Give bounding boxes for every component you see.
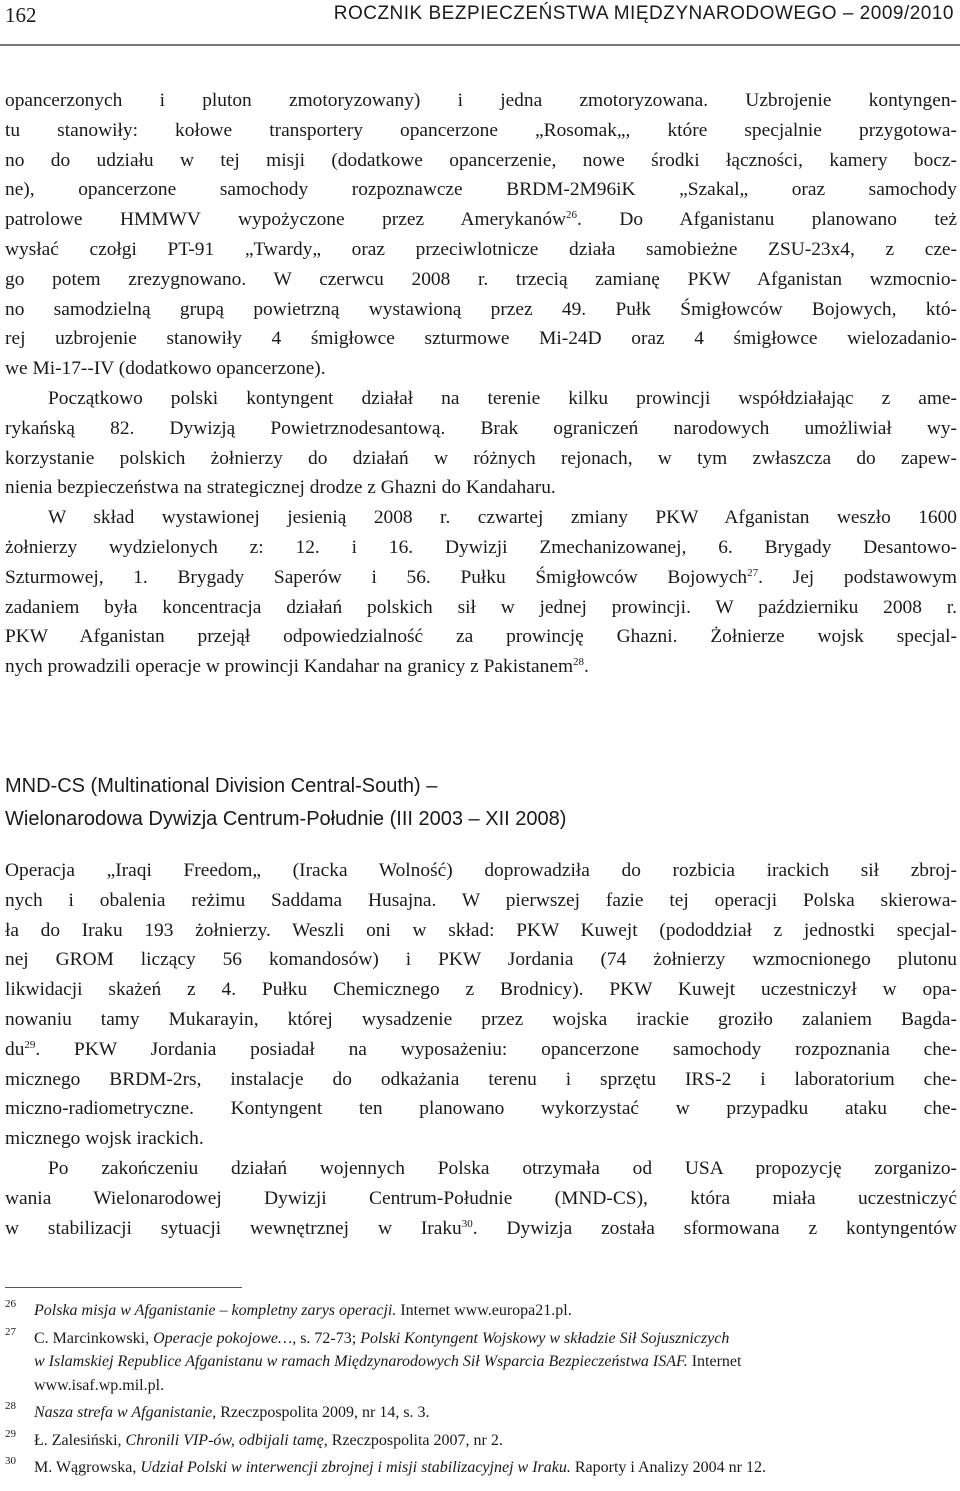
text-span: Szturmowej, 1. Brygady Saperów i 56. Pułku Śmigłowców Bojowych [5,566,748,588]
running-title: ROCZNIK BEZPIECZEŃSTWA MIĘDZYNARODOWEGO – 2009/2010 [333,3,954,24]
footnote-author: Ł. Zalesiński, [34,1431,126,1449]
text-span: w stabilizacji sytuacji wewnętrznej w Iraku [5,1217,462,1239]
footnote-source: Raporty i Analizy 2004 nr 12. [570,1459,766,1476]
footnote-source: Internet www.europa21.pl. [396,1302,572,1319]
footnote-title: Polska misja w Afganistanie – kompletny zarys operacji. [34,1302,397,1319]
text-line: żołnierzy wydzielonych z: 12. i 16. Dywizji Zmechanizowanej, 6. Brygady Desantowo- [5,536,957,558]
footnote-number: 26 [5,1298,16,1310]
text-line: likwidacji skażeń z 4. Pułku Chemicznego z Brodnicy). PKW Kuwejt uczestniczył w opa- [5,979,957,1001]
footnote-ref-27[interactable]: 27 [747,566,759,579]
footnotes [5,1299,957,1480]
text-line [5,205,957,235]
footnote-author: C. Marcinkowski, [34,1329,154,1347]
text-line: zadaniem była koncentracja działań polskich sił w jednej prowincji. W październiku 2008 r. [5,596,957,618]
text-line: micznego BRDM-2rs, instalacje do odkażania terenu i sprzętu IRS-2 i laboratorium che- [5,1068,957,1090]
text-span: patrolowe HMMWV wypożyczone przez Amerykanów [5,209,567,231]
footnote-source: , Rzeczpospolita 2009, nr 14, s. 3. [212,1404,430,1421]
footnote-ref-29[interactable]: 29 [24,1038,36,1051]
footnote-ref-30[interactable]: 30 [461,1217,473,1230]
footnote-number: 28 [5,1400,16,1412]
section-afghanistan-text [5,86,957,682]
footnote-number: 29 [5,1427,16,1440]
footnote-title: Nasza strefa w Afganistanie [34,1404,213,1421]
footnote-source: Internet [687,1353,742,1370]
text-line: no do udziału w tej misji (dodatkowe opancerzenie, nowe środki łączności, kamery bocz- [5,149,957,171]
footnote-28 [5,1401,957,1425]
text-line: rej uzbrojenie stanowiły 4 śmigłowce szturmowe Mi-24D oraz 4 śmigłowce wielozadanio- [5,328,957,350]
text-line: nienia bezpieczeństwa na strategicznej drodze z Ghazni do Kandaharu. [5,477,556,499]
text-span: . Dywizja została sformowana z kontyngentów [472,1217,957,1239]
footnote-29 [5,1429,957,1453]
text-line: Operacja „Iraqi Freedom„ (Iracka Wolność) doprowadziła do rozbicia irackich sił zbroj- [5,860,957,881]
footnote-number: 30 [5,1455,16,1467]
footnote-link[interactable]: www.isaf.wp.mil.pl. [34,1376,165,1394]
footnote-text [34,1456,957,1480]
text-line: nych i obalenia reżimu Saddama Husajna. W pierwszej fazie tej operacji Polska skierowa- [5,889,957,911]
text-line: wania Wielonarodowej Dywizji Centrum-Południe (MND-CS), która miała uczestniczyć [5,1187,957,1209]
heading-line-1: MND-CS (Multinational Division Central-South) – [5,775,438,797]
text-line: no samodzielną grupą powietrzną wystawioną przez 49. Pułk Śmigłowców Bojowych, któ- [5,298,957,320]
text-span: . Do Afganistanu planowano też [577,209,957,231]
footnote-number: 27 [5,1325,16,1338]
text-line: go potem zrezygnowano. W czerwcu 2008 r. trzecią zamianę PKW Afganistan wzmocnio- [5,268,957,290]
text-line: nowaniu tamy Mukarayin, której wysadzenie przez wojska irackie groziło zalaniem Bagda- [5,1008,957,1030]
text-line: tu stanowiły: kołowe transportery opancerzone „Rosomak„, które specjalnie przygotowa- [5,119,957,141]
footnote-title: Polski Kontyngent Wojskowy w składzie Sił Sojuszniczych [360,1329,730,1347]
text-line: miczno-radiometryczne. Kontyngent ten planowano wykorzystać w przypadku ataku che- [5,1098,957,1120]
text-span: nych prowadzili operacje w prowincji Kandahar na granicy z Pakistanem [5,656,574,678]
text-line: W skład wystawionej jesienią 2008 r. czwartej zmiany PKW Afganistan weszło 1600 [48,507,957,529]
section-iraq-text [5,856,957,1243]
text-span: du [5,1038,25,1060]
section-heading [5,770,566,836]
text-line [5,1214,957,1244]
text-line: PKW Afganistan przejął odpowiedzialność za prowincję Ghazni. Żołnierze wojsk specjal- [5,626,957,648]
footnote-text [34,1299,957,1323]
text-line: rykańską 82. Dywizją Powietrznodesantową. Brak ograniczeń narodowych umożliwiał wy- [5,417,957,439]
footnote-text [34,1401,957,1425]
footnote-text [34,1327,957,1351]
footnote-title: Operacje pokojowe…, [153,1329,297,1347]
footnote-separator [5,1287,242,1288]
page-header [0,0,960,48]
footnote-26 [5,1299,957,1323]
text-line: Po zakończeniu działań wojennych Polska otrzymała od USA propozycję zorganizo- [48,1157,957,1179]
text-line: korzystanie polskich żołnierzy do działań w różnych rejonach, w tym zwłaszcza do zapew- [5,447,957,469]
text-line: ła do Iraku 193 żołnierzy. Weszli oni w skład: PKW Kuwejt (pododdział z jednostki specjal- [5,919,957,941]
footnote-title: Chronili VIP-ów, odbijali tamę, [125,1431,328,1449]
footnote-text [34,1429,957,1453]
text-span: . PKW Jordania posiadał na wyposażeniu: opancerzone samochody rozpoznania che- [35,1038,957,1060]
footnote-title: w Islamskiej Republice Afganistanu w ramach Międzynarodowych Sił Wsparcia Bezpieczeństwa ISAF. [34,1353,688,1370]
text-line: opancerzonych i pluton zmotoryzowany) i jedna zmotoryzowana. Uzbrojenie kontyngen- [5,90,957,111]
footnote-30 [5,1456,957,1480]
text-line: micznego wojsk irackich. [5,1128,204,1150]
footnote-27 [5,1327,957,1398]
heading-line-2: Wielonarodowa Dywizja Centrum-Południe (III 2003 – XII 2008) [5,808,567,830]
footnote-ref-28[interactable]: 28 [573,656,585,669]
text-line [5,563,957,593]
text-line [5,1035,957,1065]
text-line: wysłać czołgi PT-91 „Twardy„ oraz przeciwlotnicze działa samobieżne ZSU-23x4, z cze- [5,238,957,260]
text-line: we Mi-17--IV (dodatkowo opancerzone). [5,358,326,380]
footnote-text [34,1350,957,1374]
footnote-source: Rzeczpospolita 2007, nr 2. [327,1431,503,1449]
text-line: Początkowo polski kontyngent działał na terenie kilku prowincji współdziałając z ame- [48,387,957,409]
text-line: nej GROM liczący 56 komandosów) i PKW Jordania (74 żołnierzy wzmocnionego plutonu [5,949,957,971]
footnote-pages: s. 72-73; [296,1329,361,1347]
text-line [5,652,957,682]
footnote-ref-26[interactable]: 26 [566,209,578,222]
text-span: . Jej podstawowym [758,566,957,588]
page-number: 162 [5,3,37,27]
header-rule [0,44,960,46]
footnote-author: M. Wągrowska, [34,1459,141,1476]
text-line: ne), opancerzone samochody rozpoznawcze BRDM-2M96iK „Szakal„ oraz samochody [5,179,957,201]
text-span: . [584,656,589,678]
footnote-title: Udział Polski w interwencji zbrojnej i misji stabilizacyjnej w Iraku. [140,1459,571,1476]
